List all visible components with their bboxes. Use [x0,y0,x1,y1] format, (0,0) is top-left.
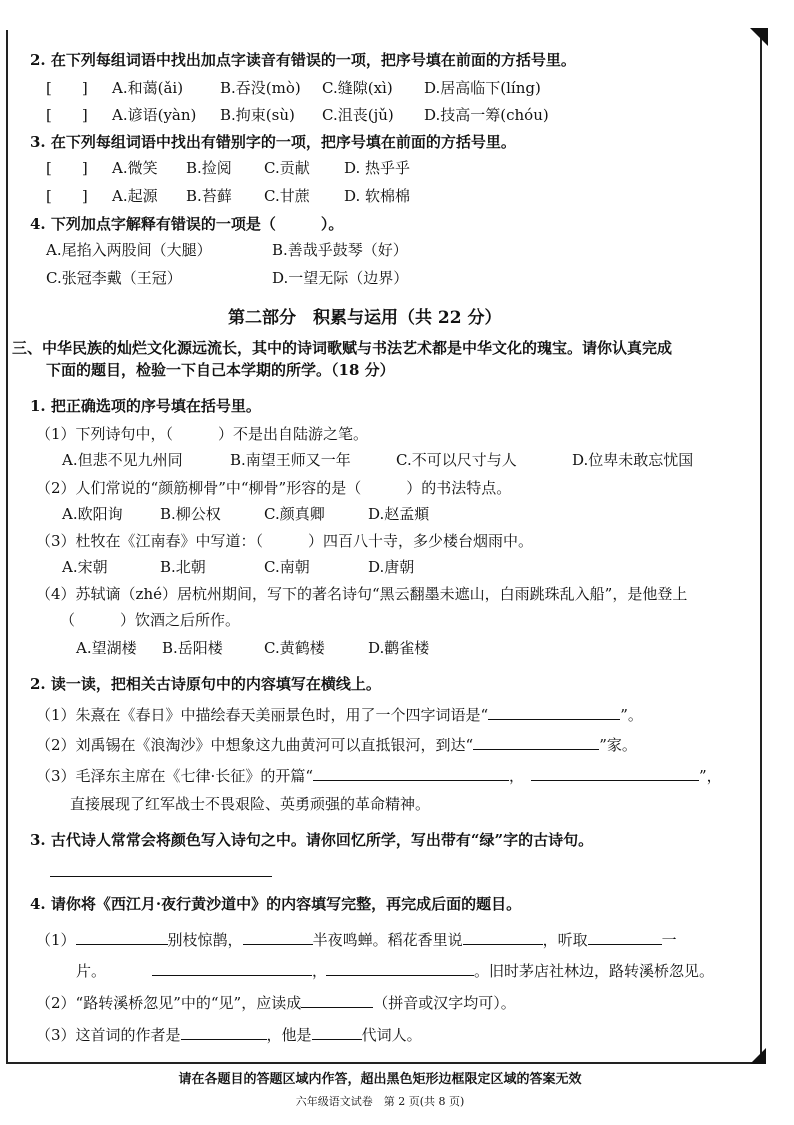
fill-item-2-prefix: （2）刘禹锡在《浪淘沙》中想象这九曲黄河可以直抵银河，到达“ [36,736,474,754]
poem-line2-text-c: 。旧时茅店社林边，路转溪桥忽见。 [474,962,715,980]
poem-blank-1[interactable] [76,928,168,945]
poem-blank-2[interactable] [243,928,313,945]
q4-option-a: A.尾掐入两股间（大腿） [46,241,212,259]
q3-row2-option-b: B.苔藓 [186,187,232,205]
fill-item-1-prefix: （1）朱熹在《春日》中描绘春天美丽景色时，用了一个四字词语是“ [36,706,489,724]
alignment-mark-top-right [750,28,768,46]
item-4-option-d: D.鹳雀楼 [368,639,430,657]
fill-item-2-blank[interactable] [473,733,599,750]
q2-row1-option-a: A.和蔼(ǎi) [112,79,184,97]
sub-question-3-title: 3. 古代诗人常常会将颜色写入诗句之中。请你回忆所学，写出带有“绿”字的古诗句。 [30,831,594,849]
pronunciation-blank[interactable] [301,991,373,1008]
section-3-intro-line2: 下面的题目，检验一下自己本学期的所学。（18 分） [46,361,395,379]
poem-line1-text-a: 别枝惊鹊， [167,931,243,949]
item-2-option-c: C.颜真卿 [264,505,325,523]
poem-blank-4[interactable] [588,928,662,945]
poem-line1-label: （1） [36,931,76,949]
fill-item-1-blank[interactable] [488,703,620,720]
q2-row1-bracket[interactable]: [ ] [46,79,88,97]
item-1-option-c: C.不可以尺寸与人 [396,451,517,469]
poem-fill-line-1 [36,928,677,950]
fill-item-3-prefix: （3）毛泽东主席在《七律·长征》的开篇“ [36,767,313,785]
sub-question-1-item-2: （2）人们常说的“颜筋柳骨”中“柳骨”形容的是（ ）的书法特点。 [36,479,512,497]
sub-question-1-item-4-line1: （4）苏轼谪（zhé）居杭州期间，写下的著名诗句“黑云翻墨未遮山，白雨跳珠乱入船”，是他登上 [36,585,688,603]
item-1-option-b: B.南望王师又一年 [230,451,351,469]
q3-row2-option-c: C.甘蔗 [264,187,310,205]
q4-option-c: C.张冠李戴（王冠） [46,269,182,287]
poem-line2-text-a: 片。 [76,962,107,980]
part-2-heading: 第二部分 积累与运用（共 22 分） [228,308,502,328]
page-footer: 六年级语文试卷 第 2 页(共 8 页) [295,1095,465,1108]
q4-option-b: B.善哉乎鼓琴（好） [272,241,408,259]
item-4-option-a: A.望湖楼 [76,639,137,657]
question-3-title: 3. 在下列每组词语中找出有错别字的一项，把序号填在前面的方括号里。 [30,133,516,151]
poem-blank-3[interactable] [463,928,543,945]
fill-item-2-suffix: ”家。 [599,736,637,754]
poem-question-2 [36,991,516,1013]
fill-item-1-suffix: ”。 [620,706,643,724]
question-4-title: 4. 下列加点字解释有错误的一项是（ ）。 [30,215,344,233]
poem-fill-line-2 [76,959,714,981]
fill-item-3-continuation: 直接展现了红军战士不畏艰险、英勇顽强的革命精神。 [70,795,431,813]
item-2-option-b: B.柳公权 [160,505,221,523]
q3-row2-bracket[interactable]: [ ] [46,187,88,205]
q2-row2-bracket[interactable]: [ ] [46,106,88,124]
fill-item-3-blank-a[interactable] [313,764,509,781]
q3-row1-option-c: C.贡献 [264,159,310,177]
sub-question-2-title: 2. 读一读，把相关古诗原句中的内容填写在横线上。 [30,675,381,693]
item-2-option-a: A.欧阳询 [62,505,123,523]
q3-row2-option-a: A.起源 [112,187,158,205]
fill-item-3 [36,764,722,786]
q3-row1-option-a: A.微笑 [112,159,158,177]
poem-line1-text-c: ，听取 [542,931,588,949]
item-2-option-d: D.赵孟頫 [368,505,430,523]
item-3-option-d: D.唐朝 [368,558,415,576]
question-2-title: 2. 在下列每组词语中找出加点字读音有错误的一项，把序号填在前面的方括号里。 [30,51,576,69]
item-1-option-d: D.位卑未敢忘忧国 [572,451,694,469]
q2-row2-option-a: A.谚语(yàn) [112,106,197,124]
fill-item-3-blank-b[interactable] [531,764,699,781]
sub-question-1-title: 1. 把正确选项的序号填在括号里。 [30,397,261,415]
fill-item-2 [36,733,637,755]
q2-row1-option-c: C.缝隙(xì) [322,79,393,97]
sub-question-1-item-3: （3）杜牧在《江南春》中写道：（ ）四百八十寺，多少楼台烟雨中。 [36,532,534,550]
poem-q3-suffix: 代词人。 [361,1026,422,1044]
q2-row1-option-b: B.吞没(mò) [220,79,301,97]
poem-line1-text-b: 半夜鸣蝉。稻花香里说 [312,931,463,949]
poem-q3-prefix: （3）这首词的作者是 [36,1026,181,1044]
answer-area-notice: 请在各题目的答题区域内作答，超出黑色矩形边框限定区域的答案无效 [178,1072,582,1087]
alignment-mark-bottom-right [750,1048,766,1064]
item-3-option-c: C.南朝 [264,558,310,576]
q4-option-d: D.一望无际（边界） [272,269,409,287]
poem-line1-text-d: 一 [661,931,677,949]
sub-question-4-title: 4. 请你将《西江月·夜行黄沙道中》的内容填写完整，再完成后面的题目。 [30,895,522,913]
q2-row2-option-d: D.技高一筹(chóu) [424,106,549,124]
section-3-intro-line1: 三、中华民族的灿烂文化源远流长，其中的诗词歌赋与书法艺术都是中华文化的瑰宝。请你认真完成 [12,339,673,357]
sub-question-1-item-4-line2: （ ）饮酒之后所作。 [60,611,241,629]
author-blank[interactable] [181,1023,267,1040]
dynasty-blank[interactable] [312,1023,362,1040]
item-1-option-a: A.但悲不见九州同 [62,451,183,469]
poem-blank-5[interactable] [152,959,312,976]
item-3-option-b: B.北朝 [160,558,206,576]
q3-row1-bracket[interactable]: [ ] [46,159,88,177]
fill-item-1 [36,703,643,725]
poem-q3-mid: ，他是 [266,1026,312,1044]
q3-row2-option-d: D. 软棉棉 [344,187,411,205]
poem-line2-comma: ， [312,962,328,980]
fill-item-3-comma: ， [508,767,524,785]
q3-row1-option-b: B.捡阅 [186,159,232,177]
q2-row1-option-d: D.居高临下(líng) [424,79,541,97]
poem-question-3 [36,1023,422,1045]
poem-q2-prefix: （2）“路转溪桥忽见”中的“见”，应读成 [36,994,302,1012]
sub-question-1-item-1: （1）下列诗句中，（ ）不是出自陆游之笔。 [36,425,369,443]
poem-blank-6[interactable] [326,959,474,976]
item-3-option-a: A.宋朝 [62,558,108,576]
q3-row1-option-d: D. 热乎乎 [344,159,411,177]
green-verse-answer-line[interactable] [50,876,272,877]
q2-row2-option-b: B.拘束(sù) [220,106,295,124]
item-4-option-c: C.黄鹤楼 [264,639,325,657]
q2-row2-option-c: C.沮丧(jǔ) [322,106,394,124]
item-4-option-b: B.岳阳楼 [162,639,223,657]
fill-item-3-suffix: ”， [698,767,722,785]
poem-q2-suffix: （拼音或汉字均可）。 [373,994,516,1012]
